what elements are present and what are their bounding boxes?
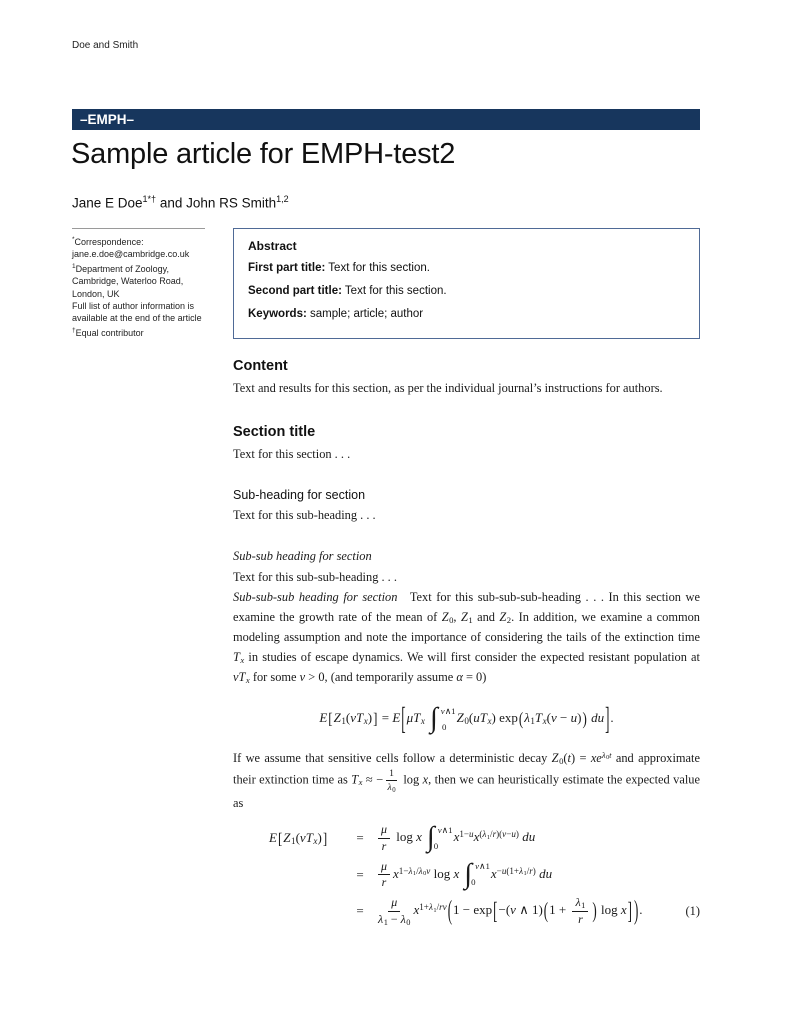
author-1: Jane E Doe	[72, 195, 143, 211]
paragraph-section: Text for this section . . .	[233, 447, 351, 461]
equation-number: (1)	[685, 903, 700, 918]
journal-banner-text: –EMPH–	[80, 112, 135, 127]
correspondence-text: Department of Zoology,	[75, 263, 170, 274]
header-columns	[72, 228, 700, 339]
correspondence-text: Full list of author information is	[72, 301, 195, 312]
equals-sign: =	[356, 866, 364, 882]
equation-array	[233, 823, 700, 926]
abstract-row-label: First part title:	[248, 262, 326, 274]
correspondence-text: Cambridge, Waterloo Road,	[72, 276, 184, 287]
correspondence-note	[72, 228, 216, 339]
equals-sign: =	[356, 830, 364, 846]
author-2: John RS Smith	[186, 195, 277, 211]
abstract-rows	[248, 261, 685, 322]
footnote-marker: 1	[72, 262, 76, 270]
correspondence-text: available at the end of the article	[72, 313, 202, 324]
abstract-row-text: Text for this section.	[341, 285, 447, 297]
subsection-heading: Sub-heading for section	[233, 488, 366, 502]
article-title: Sample article for EMPH-test2	[71, 138, 456, 170]
display-equation-1: E[Z1(vTx)] = E[μTx ∫ v∧1 0 Z0(uTx) exp(λ1Tx(v − u)) du].	[319, 700, 614, 737]
author-2-affiliation-marker: 1,2	[276, 194, 289, 204]
correspondence-line	[72, 288, 216, 300]
correspondence-line	[72, 248, 216, 260]
correspondence-line	[72, 312, 216, 324]
author-line	[72, 194, 289, 211]
main-column	[233, 358, 700, 927]
section-heading-title: Section title	[233, 424, 316, 440]
footnote-marker: *	[72, 236, 75, 243]
paragraph-subsubsection: Text for this sub-sub-heading . . .	[233, 570, 397, 584]
equation-array-row-3: $\frac{\mu}{\lambda 1 - \lambda 0}$ $x^{1+\lambda 1/rv}(1 - \exp[-(v$ ∧ 1)(1 + $\frac{\lambda 1}{r}$ ) log x] ).	[378, 893, 643, 927]
paragraph-subsection: Text for this sub-heading . . .	[233, 508, 376, 522]
correspondence-text: jane.e.doe@cambridge.co.uk	[72, 249, 190, 260]
section-heading-content: Content	[233, 358, 288, 374]
author-1-affiliation-marker: 1*†	[142, 194, 157, 204]
running-head: Doe and Smith	[72, 40, 139, 51]
equation-array-row-1: $\frac{\mu}{r}$ log x ∫ v∧1 0 $x^{1-u}x^{(\lambda 1/r)(v-u)}$ du	[375, 823, 666, 853]
correspondence-line	[72, 275, 216, 287]
journal-banner	[72, 109, 700, 130]
correspondence-line	[72, 325, 216, 339]
equation-array-row-2: $\frac{\mu}{r}$ $x^{1-\lambda 1/\lambda 0v}$ log x ∫ v∧1 0 $x^{-u(1+\lambda 1/r)}$ du	[375, 860, 666, 890]
correspondence-line	[72, 234, 216, 248]
abstract-box	[233, 228, 700, 339]
subsubsection-heading: Sub-sub heading for section	[233, 549, 372, 563]
paragraph-deterministic-decay: If we assume that sensitive cells follow a deterministic decay $Z0(t) = xe^{\lambda 0t}$ and approximate their extinction time as Tx ≈ − $\frac{1}{\lambda 0}$ log x, then we can heuristically estimate the expected value as	[233, 750, 701, 811]
abstract-row-text: sample; article; author	[306, 308, 424, 320]
correspondence-text: London, UK	[72, 288, 120, 299]
abstract-row-text: Text for this section.	[325, 262, 430, 274]
abstract-row	[248, 284, 685, 299]
abstract-row-label: Keywords:	[248, 308, 307, 320]
correspondence-line	[72, 261, 216, 275]
paragraph-subsubsub-heading: Sub-sub-sub heading for section Text for this sub-sub-sub-heading . . . In this section we examine the growth rate of the mean of Z0, Z1 and Z2. In addition, we examine a common modeling assumption and note the importance of considering the tails of the extinction time Tx in studies of escape dynamics. We will first consider the expected resistant population at vTx for some v > 0, (and temporarily assume α = 0)	[233, 590, 700, 686]
abstract-title: Abstract	[248, 239, 297, 253]
correspondence-line	[72, 300, 216, 312]
correspondence-text: Correspondence:	[74, 237, 144, 247]
correspondence-text: Equal contributor	[75, 327, 144, 338]
abstract-row	[248, 307, 685, 322]
paragraph-content: Text and results for this section, as per the individual journal’s instructions for authors.	[233, 381, 663, 395]
equation-array-lhs: E[Z1(vTx)]	[269, 828, 328, 848]
footnote-marker: †	[72, 326, 76, 334]
abstract-row	[248, 261, 685, 276]
abstract-row-label: Second part title:	[248, 285, 342, 297]
author-separator: and	[156, 195, 187, 211]
equals-sign: =	[356, 903, 364, 919]
